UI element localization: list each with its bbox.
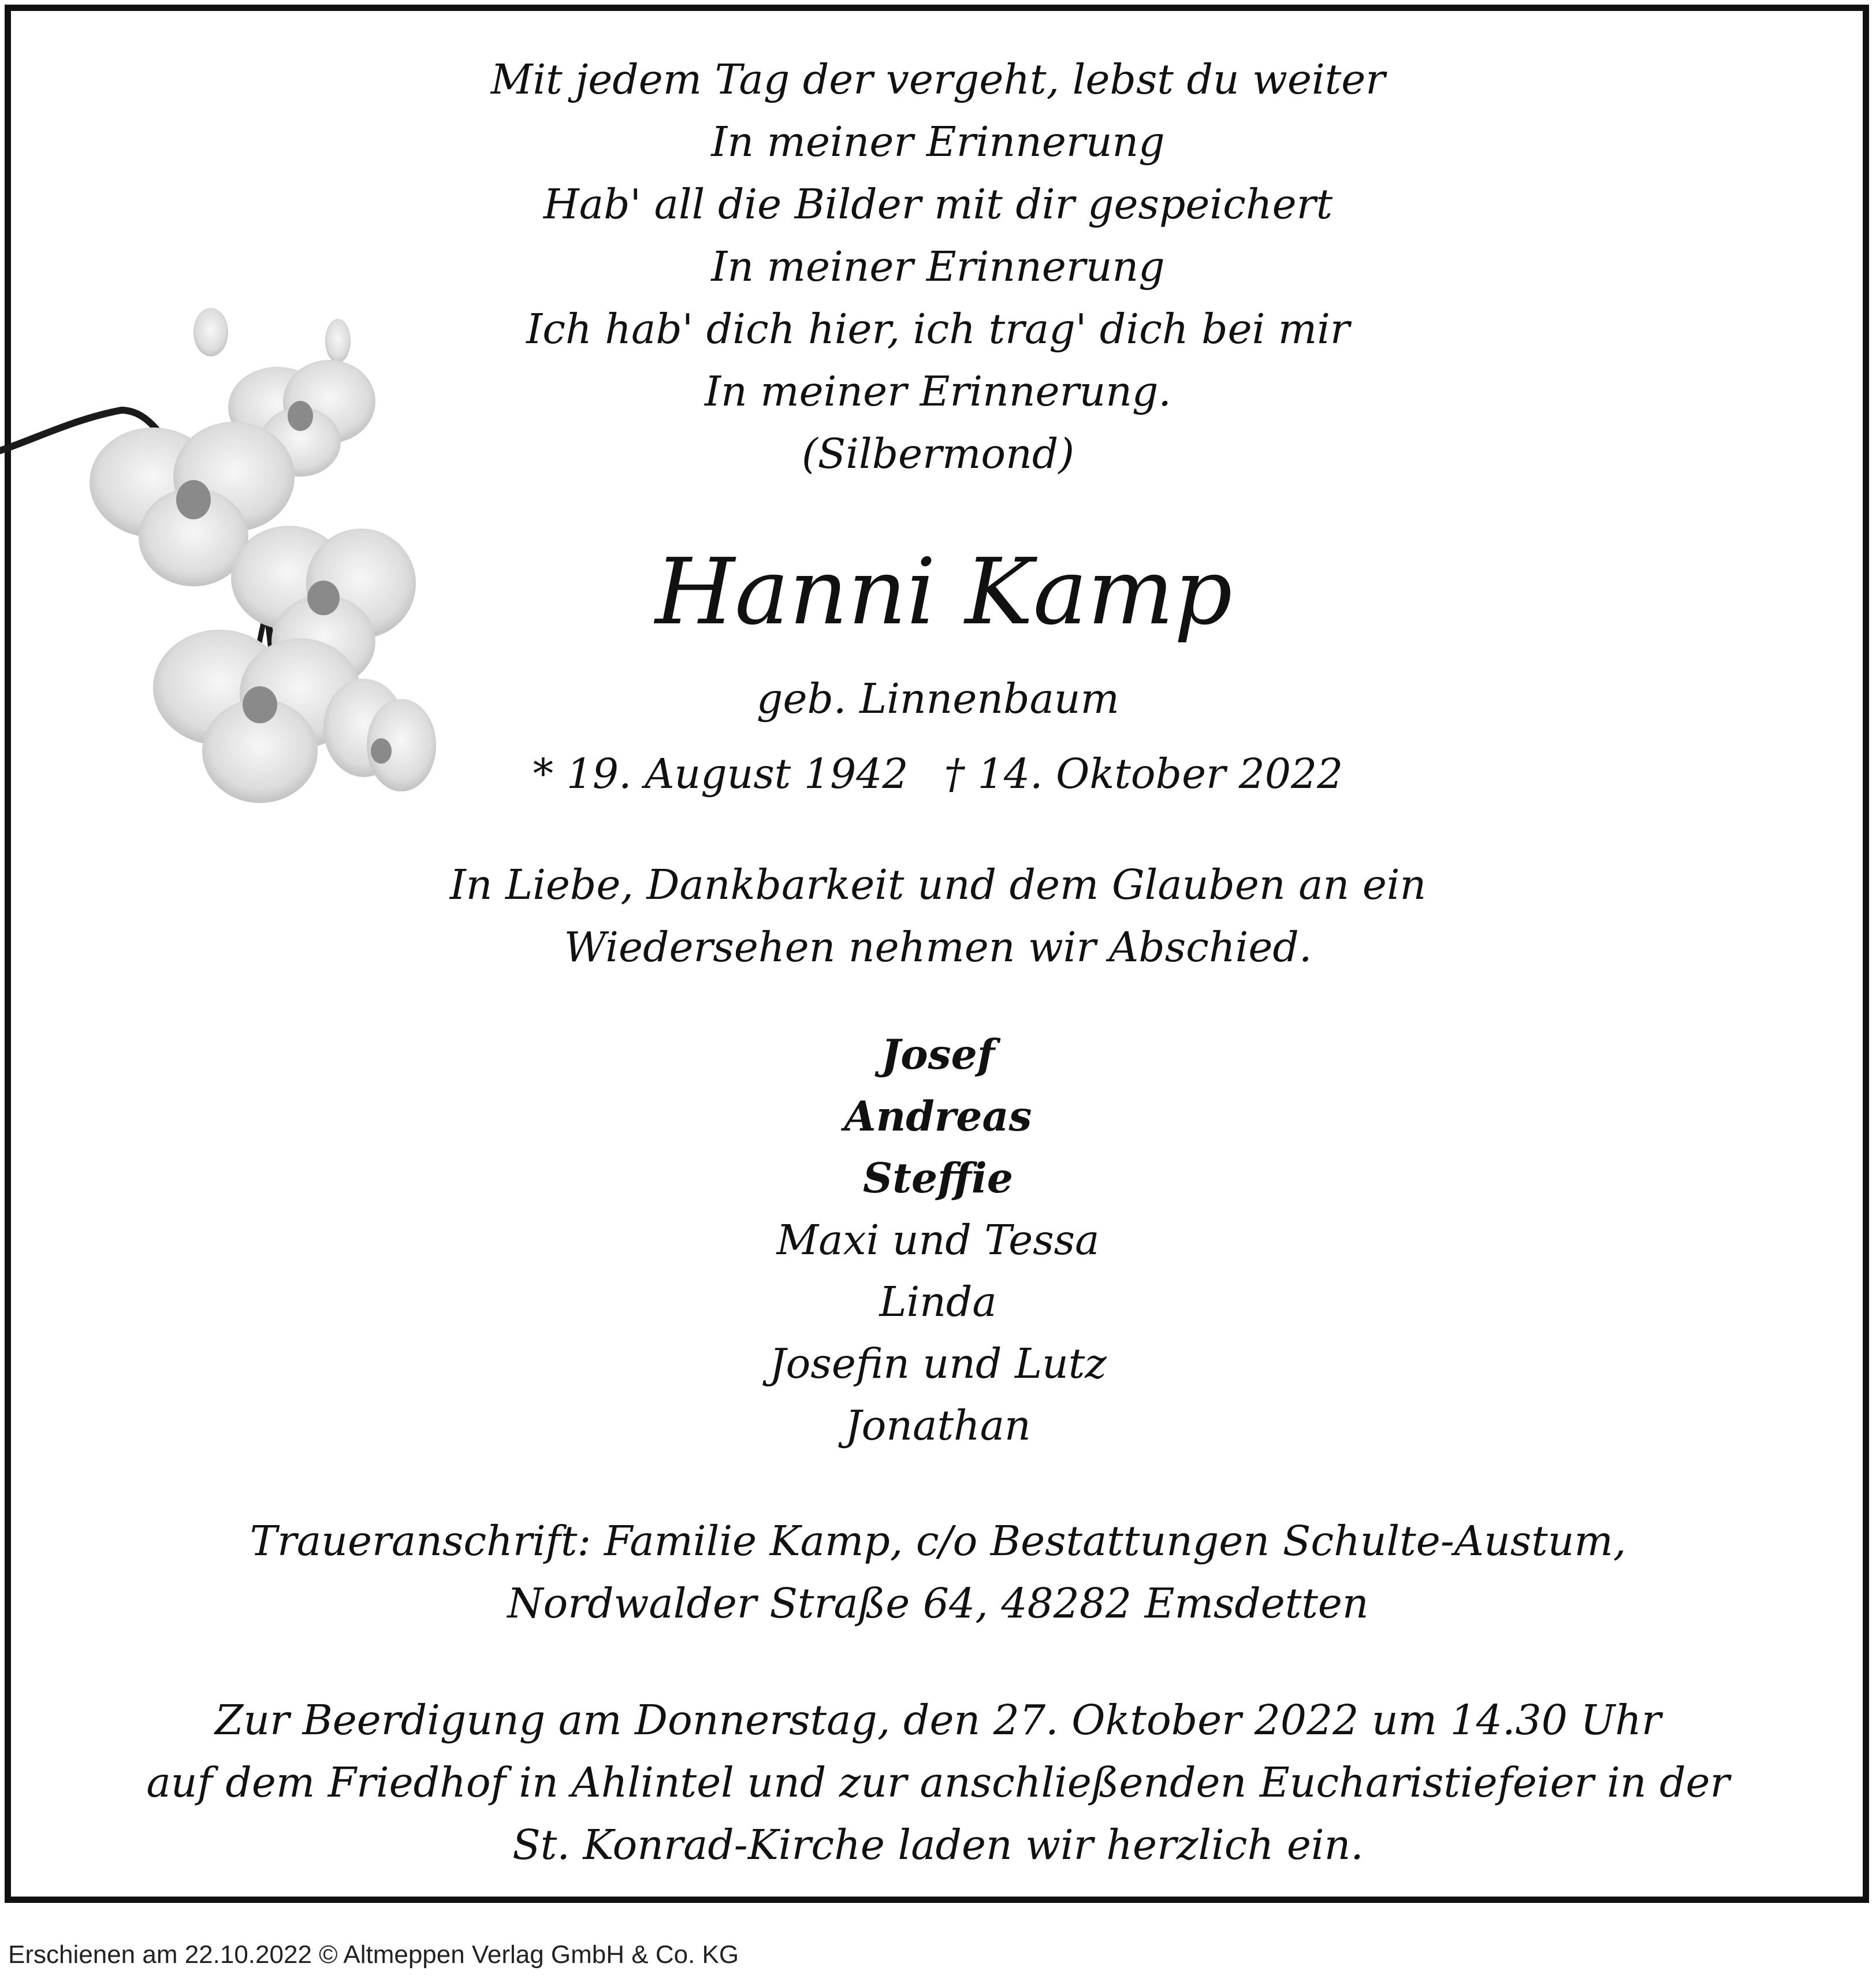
poem-author: (Silbermond) [801, 430, 1075, 478]
mourner-name: Linda [879, 1278, 997, 1326]
death-date: † 14. Oktober 2022 [944, 750, 1343, 798]
poem-line: In meiner Erinnerung [711, 118, 1165, 166]
life-dates [0, 745, 1876, 803]
birth-name: geb. Linnenbaum [757, 675, 1119, 723]
poem-line: Ich hab' dich hier, ich trag' dich bei mir [526, 305, 1350, 353]
farewell-line: In Liebe, Dankbarkeit und dem Glauben an ein [449, 861, 1427, 909]
mourner-name: Josef [881, 1030, 995, 1079]
address-line: Nordwalder Straße 64, 48282 Emsdetten [507, 1579, 1369, 1627]
mourner-name: Jonathan [845, 1401, 1031, 1449]
poem-line: In meiner Erinnerung. [704, 367, 1171, 415]
mourner-name: Maxi und Tessa [776, 1216, 1100, 1264]
mourners-list [0, 1024, 1876, 1456]
publication-footer: Erschienen am 22.10.2022 © Altmeppen Verlag GmbH & Co. KG [8, 1940, 739, 1969]
funeral-line: St. Konrad-Kirche laden wir herzlich ein. [512, 1821, 1364, 1869]
farewell-line: Wiedersehen nehmen wir Abschied. [564, 923, 1312, 971]
poem-line: In meiner Erinnerung [711, 243, 1165, 291]
poem [0, 49, 1876, 485]
mourner-name: Steffie [862, 1154, 1014, 1202]
deceased-name: Hanni Kamp [655, 539, 1233, 645]
condolence-address [0, 1510, 1876, 1635]
funeral-notice [0, 1689, 1876, 1876]
birth-date: * 19. August 1942 [533, 750, 909, 798]
mourner-name: Andreas [844, 1092, 1032, 1140]
address-line: Traueranschrift: Familie Kamp, c/o Bestattungen Schulte-Austum, [250, 1517, 1626, 1565]
funeral-line: auf dem Friedhof in Ahlintel und zur anschließenden Eucharistiefeier in der [146, 1758, 1730, 1806]
funeral-line: Zur Beerdigung am Donnerstag, den 27. Oktober 2022 um 14.30 Uhr [215, 1696, 1661, 1744]
poem-line: Mit jedem Tag der vergeht, lebst du weiter [490, 55, 1386, 103]
farewell-text [0, 854, 1876, 979]
poem-line: Hab' all die Bilder mit dir gespeichert [543, 180, 1333, 228]
mourner-name: Josefin und Lutz [769, 1340, 1107, 1388]
